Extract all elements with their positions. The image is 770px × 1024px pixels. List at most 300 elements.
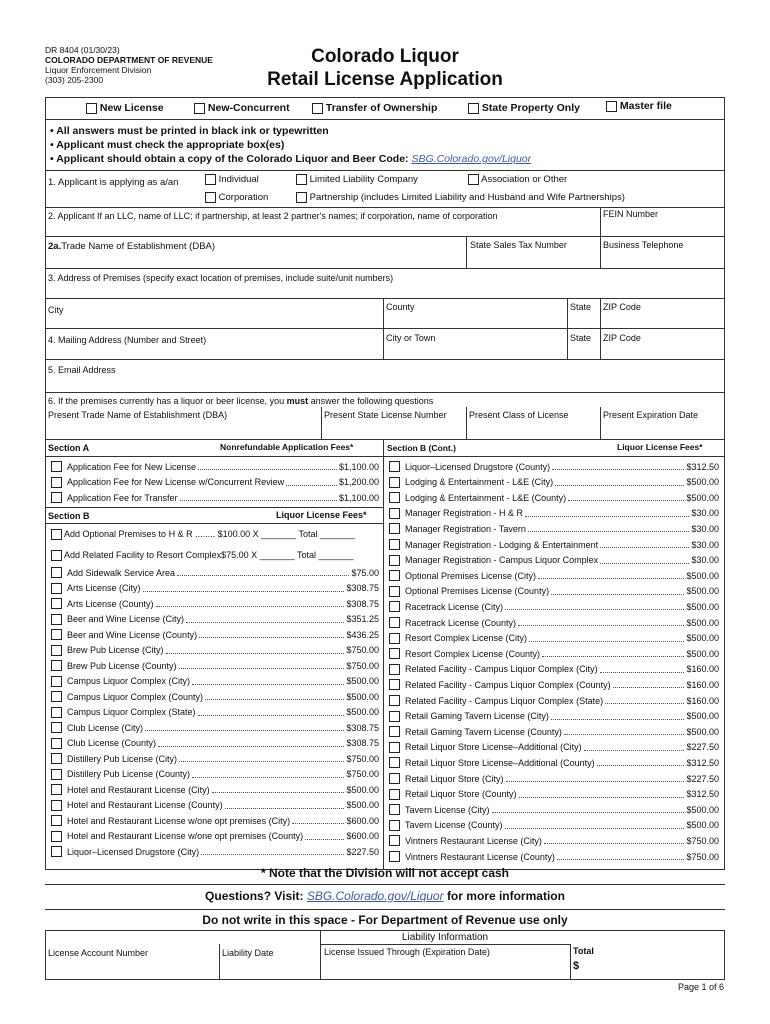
leader-dots: [557, 853, 685, 860]
checkbox[interactable]: [296, 174, 307, 185]
fee-name: Campus Liquor Complex (City): [67, 676, 191, 686]
checkbox[interactable]: [51, 645, 62, 656]
checkbox[interactable]: [389, 477, 400, 488]
leader-dots: [505, 603, 684, 610]
fee-name: Beer and Wine License (County): [67, 629, 198, 640]
checkbox[interactable]: [389, 570, 400, 581]
leader-dots: [205, 693, 344, 700]
fee-name: Brew Pub License (County): [67, 660, 177, 671]
leader-dots: [492, 806, 685, 813]
fee-row[interactable]: [389, 742, 719, 753]
fee-amount: $500.00: [686, 711, 719, 722]
no-cash-note: * Note that the Division will not accept cash: [260, 866, 510, 880]
checkbox[interactable]: [51, 660, 62, 671]
section-a-title: Section A: [48, 443, 90, 453]
fee-row[interactable]: [389, 757, 719, 768]
fee-row[interactable]: [389, 617, 719, 628]
checkbox[interactable]: [389, 820, 400, 831]
fee-amount: $500.00: [346, 784, 379, 795]
fee-name: Retail Liquor Store (County): [405, 789, 517, 800]
fee-row[interactable]: [389, 570, 719, 581]
section-b-fees-title: Liquor License Fees*: [276, 510, 367, 520]
checkbox[interactable]: [389, 726, 400, 737]
q1-corporation[interactable]: Corporation: [205, 192, 268, 203]
fee-row[interactable]: [51, 583, 379, 594]
leader-dots: [179, 662, 345, 669]
checkbox[interactable]: [51, 722, 62, 733]
checkbox[interactable]: [51, 629, 62, 640]
fee-amount: $500.00: [686, 648, 719, 659]
fee-row[interactable]: [51, 738, 379, 749]
fee-name: Distillery Pub License (County): [67, 769, 191, 779]
checkbox[interactable]: [389, 539, 400, 550]
license-type-transfer[interactable]: Transfer of Ownership: [312, 102, 437, 114]
checkbox[interactable]: [51, 492, 62, 503]
checkbox[interactable]: [51, 753, 62, 764]
fee-amount: $160.00: [686, 664, 719, 675]
fee-name: Related Facility - Campus Liquor Complex (State): [405, 695, 604, 706]
fee-amount: $500.00: [346, 707, 379, 717]
q6-label: 6. If the premises currently has a liquor or beer license, you must answer the following questions: [48, 396, 434, 406]
fee-amount: $75.00: [351, 567, 379, 578]
q3-label: 3. Address of Premises (specify exact location of premises, include suite/unit numbers): [48, 273, 394, 283]
checkbox[interactable]: [51, 583, 62, 594]
fee-name: Hotel and Restaurant License w/one opt premises (County): [67, 831, 304, 841]
fee-amount: $30.00: [691, 523, 719, 534]
fee-row[interactable]: [389, 851, 719, 862]
fee-amount: $500.00: [346, 676, 379, 686]
leader-dots: [529, 635, 684, 642]
q5-label: 5. Email Address: [48, 365, 116, 375]
department-name: COLORADO DEPARTMENT OF REVENUE: [45, 55, 213, 65]
checkbox[interactable]: [51, 769, 62, 780]
checkbox[interactable]: [389, 804, 400, 815]
fee-row[interactable]: [51, 598, 379, 609]
leader-dots: [605, 697, 684, 704]
fee-row[interactable]: [51, 831, 379, 842]
instruction-2: • Applicant must check the appropriate box(es): [50, 139, 285, 151]
fee-amount: $1,100.00: [338, 461, 379, 472]
q1-label: 1. Applicant is applying as a/an: [48, 177, 179, 188]
fee-name: Application Fee for Transfer: [67, 492, 178, 503]
division-name: Liquor Enforcement Division: [45, 65, 152, 75]
checkbox[interactable]: [389, 492, 400, 503]
fee-name: Racetrack License (County): [405, 617, 517, 628]
fee-amount: $30.00: [691, 555, 719, 566]
license-type-row: [45, 97, 725, 119]
fee-row[interactable]: [51, 707, 379, 718]
fee-name: Club License (City): [67, 722, 144, 733]
checkbox[interactable]: [312, 103, 323, 114]
fee-name: Racetrack License (City): [405, 601, 504, 612]
fee-row[interactable]: [389, 539, 719, 550]
total-label: Total: [573, 946, 594, 956]
fee-amount: $312.50: [686, 757, 719, 768]
fee-name: Manager Registration - Tavern: [405, 523, 526, 534]
fee-row[interactable]: [51, 722, 379, 733]
applicant-name-field[interactable]: [46, 226, 599, 236]
fee-name: Lodging & Entertainment - L&E (County): [405, 492, 567, 503]
leader-dots: [156, 600, 345, 607]
fee-row[interactable]: [389, 523, 719, 534]
checkbox[interactable]: [389, 586, 400, 597]
checkbox[interactable]: [51, 614, 62, 625]
fee-amount: $160.00: [686, 679, 719, 690]
fee-row[interactable]: [389, 492, 719, 503]
fee-amount: $30.00: [691, 539, 719, 550]
fee-row[interactable]: [51, 492, 379, 503]
checkbox[interactable]: [194, 103, 205, 114]
fee-amount: $500.00: [686, 477, 719, 488]
fee-name: Application Fee for New License: [67, 461, 197, 472]
leader-dots: [551, 713, 685, 720]
fee-name: Lodging & Entertainment - L&E (City): [405, 477, 554, 488]
questions-link[interactable]: SBG.Colorado.gov/Liquor: [306, 889, 444, 903]
checkbox[interactable]: [468, 174, 479, 185]
license-type-concurrent[interactable]: New-Concurrent: [194, 102, 290, 114]
instruction-3: • Applicant should obtain a copy of the Colorado Liquor and Beer Code: SBG.Colorado.gov/Liquor: [50, 153, 532, 165]
fee-amount: $308.75: [346, 598, 379, 609]
checkbox[interactable]: [389, 523, 400, 534]
leader-dots: [145, 724, 344, 731]
fee-row[interactable]: [51, 846, 379, 857]
fee-row[interactable]: [51, 815, 379, 826]
checkbox[interactable]: [389, 711, 400, 722]
checkbox[interactable]: [51, 477, 62, 488]
leader-dots: [179, 755, 344, 762]
leader-dots: [544, 837, 685, 844]
fee-name: Optional Premises License (County): [405, 586, 550, 597]
fee-amount: $500.00: [686, 601, 719, 612]
fee-name: Tavern License (City): [405, 804, 490, 815]
present-license-class-label: Present Class of License: [469, 410, 569, 420]
fee-row[interactable]: [51, 614, 379, 625]
fee-name: Resort Complex License (County): [405, 648, 541, 659]
checkbox[interactable]: [51, 815, 62, 826]
present-trade-name-label: Present Trade Name of Establishment (DBA): [48, 410, 228, 420]
fee-amount: $436.25: [346, 629, 379, 640]
checkbox[interactable]: [51, 598, 62, 609]
fee-amount: $500.00: [346, 691, 379, 702]
fee-name: Manager Registration - Campus Liquor Complex: [405, 555, 599, 566]
leader-dots: [201, 848, 344, 855]
q2-label: 2. Applicant If an LLC, name of LLC; if partnership, at least 2 partner's names; if corporation, name of corporation: [48, 211, 498, 221]
q4-label: 4. Mailing Address (Number and Street): [48, 335, 207, 345]
leader-dots: [542, 650, 684, 657]
questions-line: Questions? Visit: SBG.Colorado.gov/Liquor for more information: [205, 889, 565, 903]
fee-name: Campus Liquor Complex (State): [67, 707, 196, 717]
leader-dots: [180, 494, 337, 501]
fee-amount: $750.00: [346, 645, 379, 655]
fee-name: Hotel and Restaurant License (City): [67, 784, 210, 795]
mail-zip-label: ZIP Code: [603, 333, 641, 343]
fein-label: FEIN Number: [603, 209, 659, 219]
fee-name: Optional Premises License (City): [405, 570, 537, 581]
fee-amount: $750.00: [346, 660, 379, 671]
checkbox[interactable]: [51, 529, 62, 540]
checkbox[interactable]: [389, 773, 400, 784]
fee-name: Tavern License (County): [405, 820, 503, 831]
page-title: [250, 45, 520, 91]
fee-amount: $500.00: [686, 633, 719, 644]
fee-amount: $308.75: [346, 722, 379, 733]
fee-name: Add Sidewalk Service Area: [67, 567, 176, 578]
fee-name: Hotel and Restaurant License w/one opt premises (City): [67, 815, 291, 826]
fee-row[interactable]: [389, 555, 719, 566]
checkbox[interactable]: [205, 192, 216, 203]
leader-dots: [192, 678, 344, 685]
optional-premises-row[interactable]: Add Optional Premises to H & R ........ $100.00 X _______ Total _______: [51, 529, 355, 540]
fee-name: Campus Liquor Complex (County): [67, 691, 204, 702]
fee-row[interactable]: [389, 461, 719, 472]
fee-amount: $750.00: [686, 835, 719, 846]
fee-name: Manager Registration - Lodging & Entertainment: [405, 539, 599, 550]
leader-dots: [518, 619, 684, 626]
title-line-1: Colorado Liquor: [311, 46, 459, 67]
fee-row[interactable]: [51, 753, 379, 764]
state-label: State: [570, 302, 592, 312]
leader-dots: [143, 585, 345, 592]
leader-dots: [186, 616, 344, 623]
fee-row[interactable]: [389, 477, 719, 488]
fee-amount: $500.00: [686, 820, 719, 831]
fee-row[interactable]: [389, 586, 719, 597]
fee-row[interactable]: [389, 679, 719, 690]
checkbox[interactable]: [205, 174, 216, 185]
form-header-info: [45, 45, 213, 85]
fee-row[interactable]: [389, 601, 719, 612]
checkbox[interactable]: [51, 707, 62, 718]
fee-row[interactable]: [51, 567, 379, 578]
leader-dots: [525, 510, 689, 517]
fee-row[interactable]: [389, 633, 719, 644]
fee-row[interactable]: [389, 820, 719, 831]
checkbox[interactable]: [389, 789, 400, 800]
leader-dots: [551, 588, 684, 595]
fee-amount: $227.50: [346, 846, 379, 857]
checkbox[interactable]: [389, 664, 400, 675]
fee-name: Arts License (County): [67, 598, 154, 609]
leader-dots: [212, 786, 345, 793]
instructions: [50, 124, 531, 166]
leader-dots: [305, 833, 344, 840]
leader-dots: [198, 709, 345, 716]
q1-llc[interactable]: Limited Liability Company: [296, 174, 418, 185]
license-type-master-file[interactable]: Master file: [606, 100, 672, 112]
fee-amount: $227.50: [686, 742, 719, 753]
fee-name: Retail Gaming Tavern License (City): [405, 711, 549, 722]
leader-dots: [505, 822, 685, 829]
fee-row[interactable]: [389, 664, 719, 675]
fee-amount: $227.50: [686, 773, 719, 784]
leader-dots: [166, 647, 345, 654]
sales-tax-label: State Sales Tax Number: [470, 240, 567, 250]
issued-through-label: License Issued Through (Expiration Date): [324, 947, 490, 957]
checkbox[interactable]: [86, 103, 97, 114]
fee-row[interactable]: [51, 461, 379, 472]
checkbox[interactable]: [389, 461, 400, 472]
leader-dots: [519, 791, 685, 798]
zip-label: ZIP Code: [603, 302, 641, 312]
checkbox[interactable]: [51, 567, 62, 578]
fee-amount: $312.50: [686, 461, 719, 472]
checkbox[interactable]: [389, 742, 400, 753]
total-dollar: $: [573, 960, 580, 972]
mail-city-label: City or Town: [386, 333, 436, 343]
checkbox[interactable]: [389, 555, 400, 566]
fee-row[interactable]: [389, 835, 719, 846]
q1-individual[interactable]: Individual: [205, 174, 259, 185]
fee-amount: $600.00: [346, 831, 379, 841]
leader-dots: [292, 817, 344, 824]
fee-amount: $308.75: [346, 583, 379, 593]
fee-amount: $500.00: [686, 726, 719, 737]
fee-amount: $500.00: [686, 804, 719, 815]
fee-amount: $160.00: [686, 695, 719, 706]
fee-row[interactable]: [389, 648, 719, 659]
liability-date-label: Liability Date: [222, 948, 274, 958]
fee-name: Application Fee for New License w/Concurrent Review: [67, 477, 285, 487]
checkbox[interactable]: [389, 835, 400, 846]
checkbox[interactable]: [51, 676, 62, 687]
fee-amount: $500.00: [686, 617, 719, 628]
fee-row[interactable]: [389, 773, 719, 784]
checkbox[interactable]: [51, 691, 62, 702]
q2a-label: 2a.Trade Name of Establishment (DBA): [48, 241, 216, 252]
business-phone-label: Business Telephone: [603, 240, 684, 250]
fee-name: Related Facility - Campus Liquor Complex (City): [405, 664, 598, 675]
fee-amount: $308.75: [346, 738, 379, 748]
license-type-new[interactable]: New License: [86, 102, 164, 114]
section-b-cont-title: Section B (Cont.): [387, 443, 456, 453]
account-number-label: License Account Number: [48, 948, 149, 958]
leader-dots: [600, 666, 685, 673]
checkbox[interactable]: [51, 831, 62, 842]
related-facility-row[interactable]: Add Related Facility to Resort Complex$75.00 X _______ Total _______: [51, 550, 354, 561]
fee-name: Retail Liquor Store License–Additional (City): [405, 742, 582, 753]
checkbox[interactable]: [51, 784, 62, 795]
division-phone: (303) 205-2300: [45, 75, 104, 85]
fee-row[interactable]: [51, 645, 379, 656]
section-a-fees-title: Nonrefundable Application Fees*: [220, 442, 354, 452]
title-line-2: Retail License Application: [267, 69, 503, 90]
fee-row[interactable]: [51, 629, 379, 640]
checkbox[interactable]: [389, 679, 400, 690]
fee-row[interactable]: [51, 784, 379, 795]
fee-name: Brew Pub License (City): [67, 645, 164, 655]
leader-dots: [199, 631, 344, 638]
liquor-code-link[interactable]: SBG.Colorado.gov/Liquor: [411, 153, 532, 165]
fee-name: Retail Gaming Tavern License (County): [405, 726, 562, 737]
leader-dots: [597, 759, 685, 766]
license-type-state-property[interactable]: State Property Only: [468, 102, 580, 114]
leader-dots: [158, 740, 344, 747]
leader-dots: [198, 463, 337, 470]
leader-dots: [555, 479, 684, 486]
leader-dots: [584, 744, 685, 751]
fee-amount: $500.00: [686, 570, 719, 581]
q1-association[interactable]: Association or Other: [468, 174, 567, 185]
fee-name: Retail Liquor Store (City): [405, 773, 504, 784]
fee-row[interactable]: [51, 477, 379, 488]
city-label: City: [48, 305, 64, 315]
fee-name: Vintners Restaurant License (County): [405, 851, 555, 862]
section-b-cont-fees-title: Liquor License Fees*: [617, 442, 703, 452]
fee-row[interactable]: [51, 800, 379, 811]
checkbox[interactable]: [389, 757, 400, 768]
leader-dots: [600, 541, 689, 548]
page-number: Page 1 of 6: [678, 982, 725, 992]
checkbox[interactable]: [389, 633, 400, 644]
fee-amount: $312.50: [686, 789, 719, 800]
fee-row[interactable]: [389, 711, 719, 722]
q1-partnership[interactable]: Partnership (includes Limited Liability and Husband and Wife Partnerships): [296, 192, 625, 203]
checkbox[interactable]: [389, 648, 400, 659]
fee-row[interactable]: [389, 726, 719, 737]
fee-name: Vintners Restaurant License (City): [405, 835, 542, 846]
checkbox[interactable]: [296, 192, 307, 203]
county-label: County: [386, 302, 415, 312]
checkbox[interactable]: [468, 103, 479, 114]
fee-row[interactable]: [389, 789, 719, 800]
checkbox[interactable]: [51, 800, 62, 811]
leader-dots: [552, 463, 684, 470]
fee-amount: $750.00: [346, 753, 379, 764]
checkbox[interactable]: [389, 601, 400, 612]
dor-use-only: Do not write in this space - For Department of Revenue use only: [202, 913, 568, 927]
section-b-title: Section B: [48, 511, 90, 521]
leader-dots: [192, 771, 344, 778]
fee-amount: $500.00: [686, 492, 719, 503]
fee-row[interactable]: [51, 691, 379, 702]
fee-name: Liquor–Licensed Drugstore (City): [67, 846, 200, 857]
fee-name: Retail Liquor Store License–Additional (County): [405, 757, 595, 768]
fee-name: Club License (County): [67, 738, 157, 748]
fee-row[interactable]: [389, 804, 719, 815]
checkbox[interactable]: [51, 461, 62, 472]
fee-name: Beer and Wine License (City): [67, 614, 185, 624]
leader-dots: [177, 569, 349, 576]
fee-row[interactable]: [389, 695, 719, 706]
fee-amount: $1,200.00: [338, 477, 379, 487]
checkbox[interactable]: [389, 851, 400, 862]
fee-name: Arts License (City): [67, 583, 141, 593]
fee-amount: $600.00: [346, 815, 379, 826]
fee-amount: $500.00: [346, 800, 379, 810]
fee-name: Resort Complex License (City): [405, 633, 528, 644]
fee-name: Hotel and Restaurant License (County): [67, 800, 223, 810]
checkbox[interactable]: [606, 101, 617, 112]
fee-row[interactable]: [51, 769, 379, 780]
leader-dots: [506, 775, 685, 782]
checkbox[interactable]: [389, 695, 400, 706]
fee-row[interactable]: [389, 508, 719, 519]
fee-row[interactable]: [51, 676, 379, 687]
checkbox[interactable]: [51, 846, 62, 857]
leader-dots: [225, 802, 345, 809]
leader-dots: [600, 557, 689, 564]
checkbox[interactable]: [389, 617, 400, 628]
checkbox[interactable]: [51, 738, 62, 749]
fee-row[interactable]: [51, 660, 379, 671]
liability-info-label: Liability Information: [401, 932, 489, 943]
fee-amount: $30.00: [691, 508, 719, 519]
checkbox[interactable]: [389, 508, 400, 519]
fee-amount: $351.25: [346, 614, 379, 624]
fee-amount: $750.00: [686, 851, 719, 862]
leader-dots: [568, 494, 684, 501]
checkbox[interactable]: [51, 550, 62, 561]
